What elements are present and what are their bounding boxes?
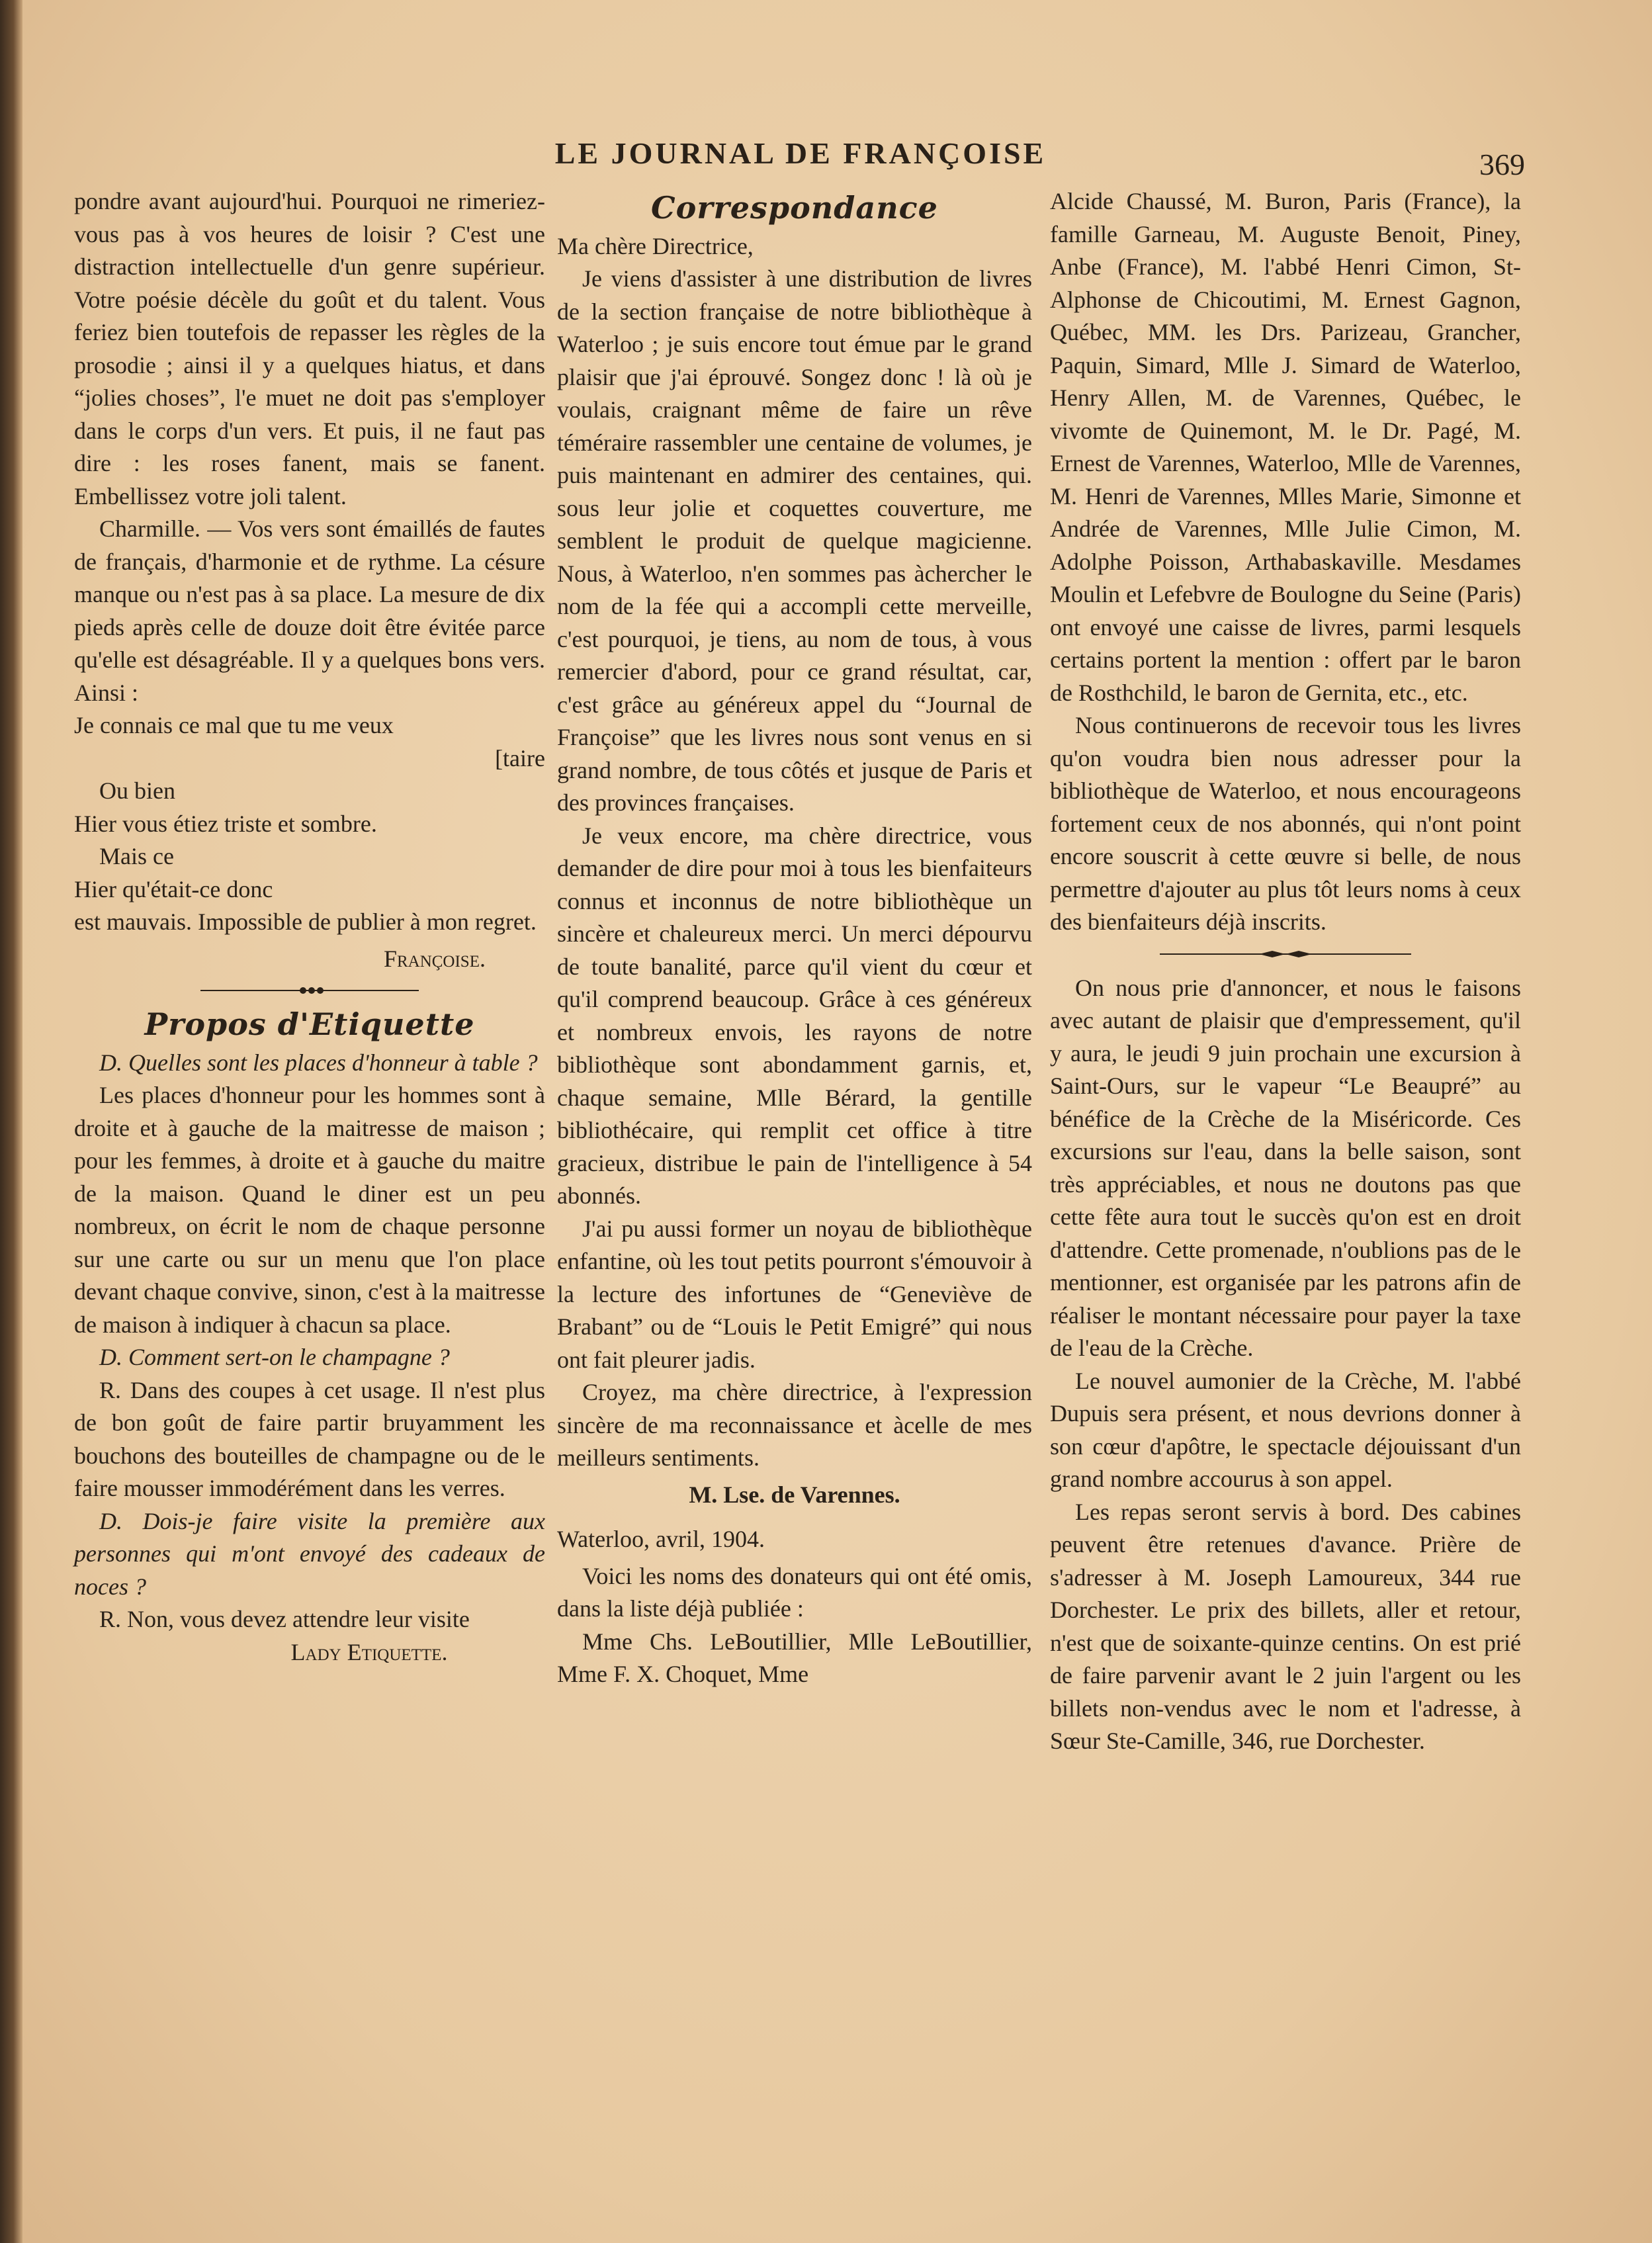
verse-separator: Mais ce	[99, 843, 174, 869]
column-middle	[557, 185, 1032, 1691]
etiquette-question: D. Dois-je faire visite la première aux personnes qui m'ont envoyé des cadeaux de noces ?	[74, 1507, 545, 1600]
section-divider	[74, 986, 545, 995]
verse-line: Hier qu'était-ce donc	[74, 875, 273, 902]
letter-paragraph: Croyez, ma chère directrice, à l'expression sincère de ma reconnaissance et àcelle de mes meilleurs sentiments.	[557, 1379, 1032, 1471]
section-divider	[1050, 949, 1521, 959]
signature-lady-etiquette: Lady Etiquette.	[290, 1638, 448, 1665]
chaplain-paragraph: Le nouvel aumonier de la Crèche, M. l'abbé Dupuis sera présent, et nous devrions donner à son cœur d'apôtre, le spectacle déjouissant d'un grand nombre accourus à son appel.	[1050, 1367, 1521, 1492]
library-appeal-paragraph: Nous continuerons de recevoir tous les livres qu'on voudra bien nous adresser pour la bibliothèque de Waterloo, et nous encourageons fortement ceux de nos abonnés, qui n'ont point encore souscrit à cette œuvre si belle, de nous permettre d'ajouter au plus tôt leurs noms à ceux des bienfaiteurs déjà inscrits.	[1050, 712, 1521, 935]
page-number: 369	[1479, 148, 1525, 181]
reply-charmille-paragraph: Charmille. — Vos vers sont émaillés de fautes de français, d'harmonie et de rythme. La césure manque ou n'est pas à sa place. La mesure de dix pieds après celle de douze doit être évitée parce qu'elle est désagréable. Il y a quelques bons vers. Ainsi :	[74, 515, 545, 706]
etiquette-question: D. Quelles sont les places d'honneur à table ?	[99, 1049, 538, 1076]
column-right	[1050, 185, 1521, 1758]
letter-paragraph: Je veux encore, ma chère directrice, vous demander de dire pour moi à tous les bienfaiteurs connus et inconnus de notre bibliothèque un sincère et chaleureux merci. Un merci dépourvu de toute banalité, parce qu'il vient du cœur et qu'il comprend beaucoup. Grâce à ces généreux et nombreux envois, les rayons de notre bibliothèque sont abondamment garnis, et, chaque semaine, Mlle Bérard, la gentille bibliothécaire, qui remplit cet office à titre gracieux, distribue le pain de l'intelligence à 54 abonnés.	[557, 822, 1032, 1209]
letter-salutation: Ma chère Directrice,	[557, 232, 754, 259]
journal-header: LE JOURNAL DE FRANÇOISE	[554, 136, 1047, 170]
etiquette-section-title: Propos d'Etiquette	[144, 1006, 475, 1042]
letter-signature: M. Lse. de Varennes.	[689, 1481, 900, 1508]
donors-list-start: Mme Chs. LeBoutillier, Mlle LeBoutillier, Mme F. X. Choquet, Mme	[557, 1628, 1032, 1687]
verse-line-continuation: [taire	[495, 744, 545, 771]
verse-separator: Ou bien	[99, 777, 175, 804]
donors-intro-paragraph: Voici les noms des donateurs qui ont été omis, dans la liste déjà publiée :	[557, 1562, 1032, 1622]
tickets-info-paragraph: Les repas seront servis à bord. Des cabines peuvent être retenues d'avance. Prière de s'adresser à M. Joseph Lamoureux, 344 rue Dorchester. Le prix des billets, aller et retour, n'est que de soixante-quinze centins. On est prié de faire parvenir avant le 2 juin l'argent ou les billets non-vendus avec le nom et l'adresse, à Sœur Ste-Camille, 346, rue Dorchester.	[1050, 1498, 1521, 1754]
etiquette-question: D. Comment sert-on le champagne ?	[99, 1344, 450, 1370]
etiquette-answer: Les places d'honneur pour les hommes sont à droite et à gauche de la maitresse de maison ; pour les femmes, à droite et à gauche du maitre de la maison. Quand le diner est un peu nombreux, on écrit le nom de chaque personne sur une carte ou sur un menu que l'on place devant chaque convive, sinon, c'est à la maitresse de maison à indiquer à chacun sa place.	[74, 1082, 545, 1338]
reply-continued-paragraph: pondre avant aujourd'hui. Pourquoi ne rimeriez-vous pas à vos heures de loisir ? C'est une distraction intellectuelle d'un genre supérieur. Votre poésie décèle du goût et du talent. Vous feriez bien toutefois de repasser les règles de la prosodie ; ainsi il y a quelques hiatus, et dans “jolies choses”, l'e muet ne doit pas s'employer dans le corps d'un vers. Et puis, il ne faut pas dire : les roses fanent, mais se fanent. Embellissez votre joli talent.	[74, 188, 545, 509]
donors-list-continued: Alcide Chaussé, M. Buron, Paris (France), la famille Garneau, M. Auguste Benoit, Piney, Anbe (France), M. l'abbé Henri Cimon, St-Alphonse de Chicoutimi, M. Ernest Gagnon, Québec, MM. les Drs. Parizeau, Grancher, Paquin, Simard, Mlle J. Simard de Waterloo, Henry Allen, M. de Varennes, Québec, le vivomte de Quinemont, M. le Dr. Pagé, M. Ernest de Varennes, Waterloo, Mlle de Varennes, M. Henri de Varennes, Mlles Marie, Simonne et Andrée de Varennes, Mlle Julie Cimon, M. Adolphe Poisson, Arthabaskaville. Mesdames Moulin et Lefebvre de Boulogne du Seine (Paris) ont envoyé une caisse de livres, parmi lesquels certains portent la mention : offert par le baron de Rosthchild, le baron de Gernita, etc., etc.	[1050, 188, 1521, 706]
column-left	[74, 185, 545, 1669]
etiquette-answer: R. Non, vous devez attendre leur visite	[99, 1606, 470, 1632]
verse-line: Hier vous étiez triste et sombre.	[74, 810, 377, 837]
signature-francoise: Françoise.	[383, 945, 486, 972]
letter-paragraph: Je viens d'assister à une distribution de livres de la section française de notre bibliothèque à Waterloo ; je suis encore tout émue par le grand plaisir que j'ai éprouvé. Songez donc ! là où je voulais, craignant même de faire un rêve téméraire rassembler une centaine de volumes, je puis maintenant en admirer des centaines, qui. sous leur jolie et coquettes couverture, me semblent le produit de quelque magicienne. Nous, à Waterloo, n'en sommes pas àchercher le nom de la fée qui a accompli cette merveille, c'est pourquoi, je tiens, au nom de tous, à vous remercier d'abord, pour ce grand résultat, car, c'est grâce au généreux appel du “Journal de Françoise” que les livres nous sont venus en si grand nombre, de tous côtés et jusque de Paris et des provinces françaises.	[557, 265, 1032, 816]
etiquette-answer: R. Dans des coupes à cet usage. Il n'est plus de bon goût de faire partir bruyamment les bouchons des bouteilles de champagne ou de le faire mousser immodérément dans les verres.	[74, 1376, 545, 1501]
book-binding-edge	[0, 0, 22, 2243]
letter-dateline: Waterloo, avril, 1904.	[557, 1526, 765, 1552]
verse-line: Je connais ce mal que tu me veux	[74, 712, 394, 738]
correspondance-section-title: Correspondance	[651, 190, 938, 226]
reply-closing-paragraph: est mauvais. Impossible de publier à mon regret.	[74, 908, 537, 935]
letter-paragraph: J'ai pu aussi former un noyau de bibliothèque enfantine, où les tout petits pourront s'émouvoir à la lecture des infortunes de “Geneviève de Brabant” ou de “Louis le Petit Emigré” qui nous ont fait pleurer jadis.	[557, 1215, 1032, 1373]
excursion-announcement-paragraph: On nous prie d'annoncer, et nous le faisons avec autant de plaisir que d'empressement, qu'il y aura, le jeudi 9 juin prochain une excursion à Saint-Ours, sur le vapeur “Le Beaupré” au bénéfice de la Crèche de la Miséricorde. Ces excursions sur l'eau, dans la belle saison, sont très appréciables, et nous ne doutons pas que cette fête aura tout le succès qu'on est en droit d'attendre. Cette promenade, n'oublions pas de le mentionner, est organisée par les patrons afin de réaliser le montant nécessaire pour payer la taxe de l'eau de la Crèche.	[1050, 974, 1521, 1361]
